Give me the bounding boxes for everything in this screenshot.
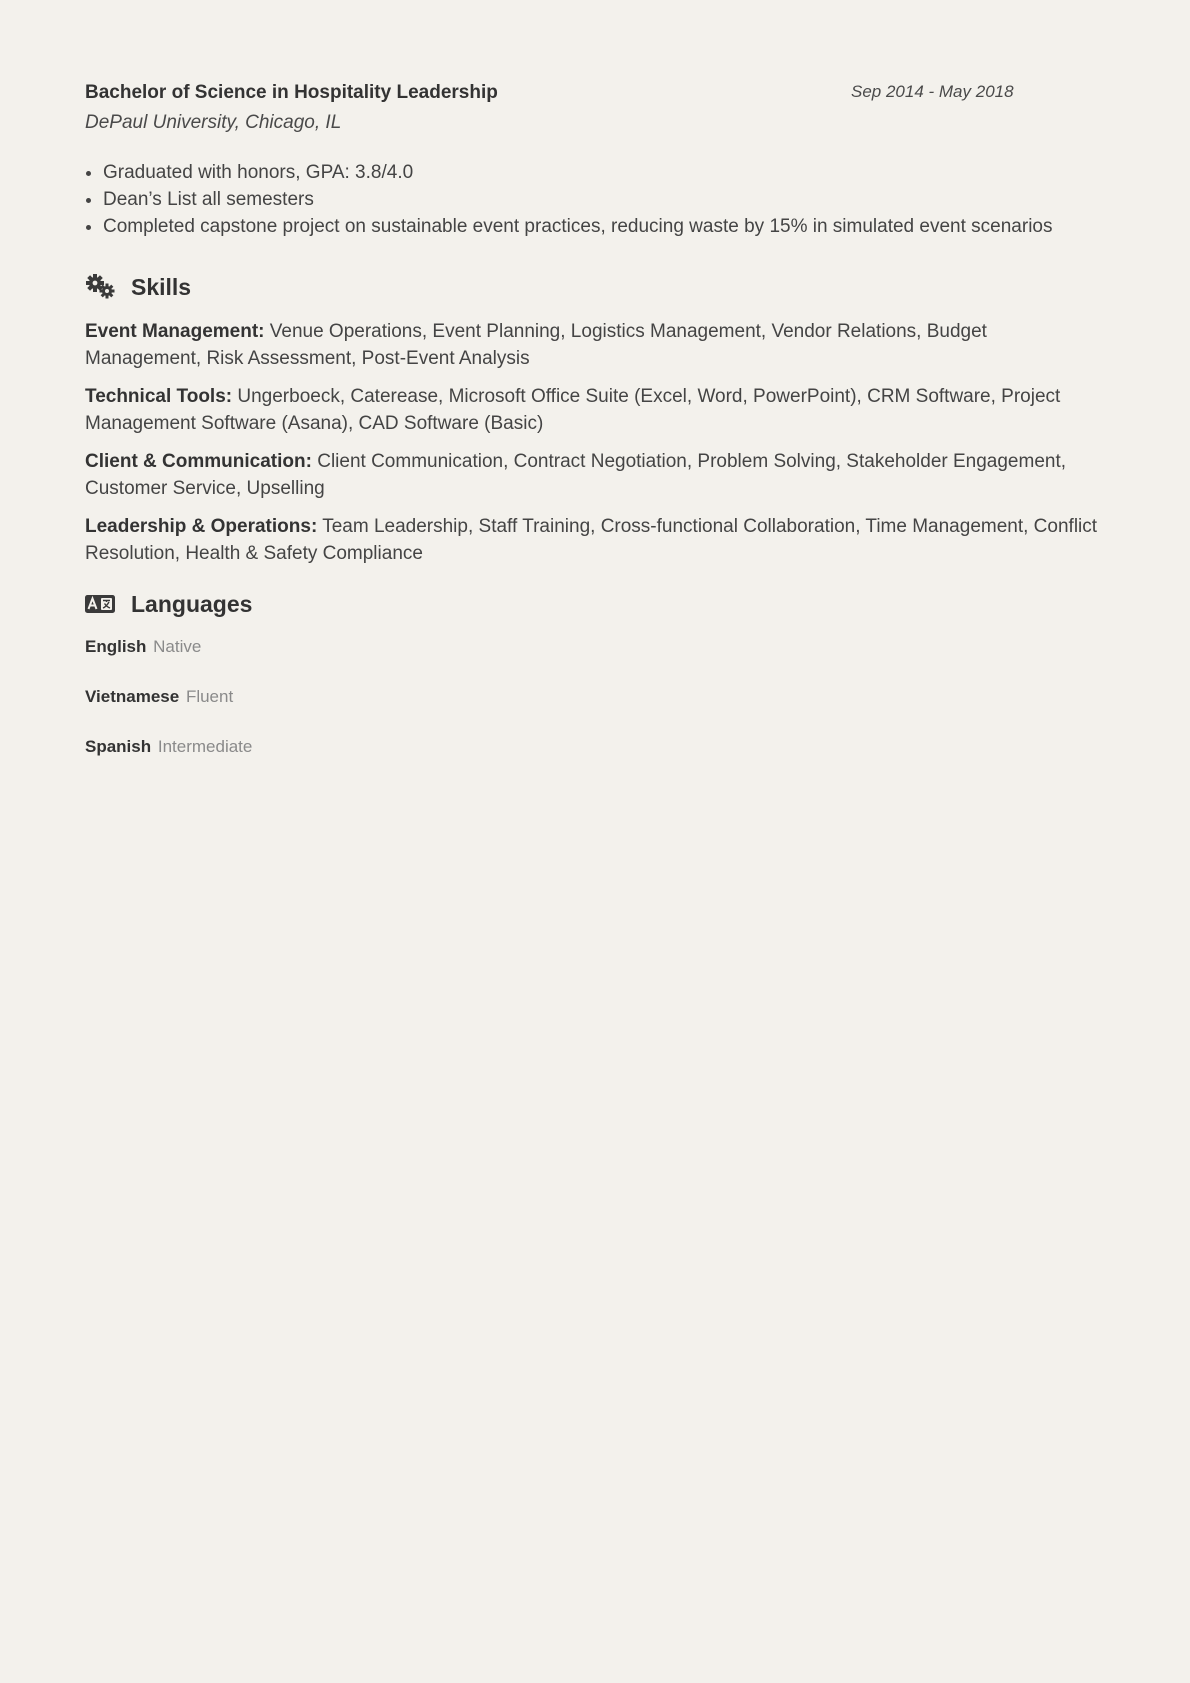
language-item xyxy=(85,685,1105,735)
skill-category-value: Team Leadership, Staff Training, Cross-functional Collaboration, Time Management, Conflict Resolution, Health & Safety Compliance xyxy=(85,516,1098,564)
list-item: • Dean’s List all semesters xyxy=(103,186,1113,213)
languages-section-header xyxy=(85,587,1105,621)
skill-category-label: Event Management: xyxy=(85,321,265,342)
language-level: Native xyxy=(153,637,202,656)
education-bullets xyxy=(85,159,1113,240)
skill-category xyxy=(85,318,1105,372)
list-item: • Completed capstone project on sustainable event practices, reducing waste by 15% in simulated event scenarios xyxy=(103,213,1113,240)
section-title: Languages xyxy=(131,590,253,617)
language-item xyxy=(85,735,1105,785)
skill-category xyxy=(85,448,1105,502)
school-name: DePaul University, Chicago, IL xyxy=(85,112,342,133)
skills-list xyxy=(85,318,1105,567)
list-item: • Graduated with honors, GPA: 3.8/4.0 xyxy=(103,159,1113,186)
gears-icon xyxy=(85,274,115,300)
language-name: Vietnamese xyxy=(85,687,180,706)
language-item xyxy=(85,635,1105,685)
skill-category-label: Leadership & Operations: xyxy=(85,516,318,537)
language-icon xyxy=(85,591,115,617)
language-name: English xyxy=(85,637,147,656)
skill-category xyxy=(85,513,1105,567)
skill-category-label: Technical Tools: xyxy=(85,386,233,407)
education-dates: Sep 2014 - May 2018 xyxy=(851,82,1014,101)
languages-list xyxy=(85,635,1105,785)
degree-title: Bachelor of Science in Hospitality Leadership xyxy=(85,82,498,103)
skills-section-header xyxy=(85,270,1105,304)
language-level: Fluent xyxy=(185,687,234,706)
education-entry-header xyxy=(85,80,1105,112)
skill-category-value: Venue Operations, Event Planning, Logistics Management, Vendor Relations, Budget Management, Risk Assessment, Post-Event Analysis xyxy=(85,321,987,369)
skill-category-label: Client & Communication: xyxy=(85,451,312,472)
skill-category-value: Client Communication, Contract Negotiation, Problem Solving, Stakeholder Engagement, Customer Service, Upselling xyxy=(85,451,1067,499)
skill-category xyxy=(85,383,1105,437)
section-title: Skills xyxy=(131,273,192,300)
language-name: Spanish xyxy=(85,737,152,756)
skill-category-value: Ungerboeck, Caterease, Microsoft Office Suite (Excel, Word, PowerPoint), CRM Software, Project Management Software (Asana), CAD Software (Basic) xyxy=(85,386,1061,434)
language-level: Intermediate xyxy=(157,737,253,756)
